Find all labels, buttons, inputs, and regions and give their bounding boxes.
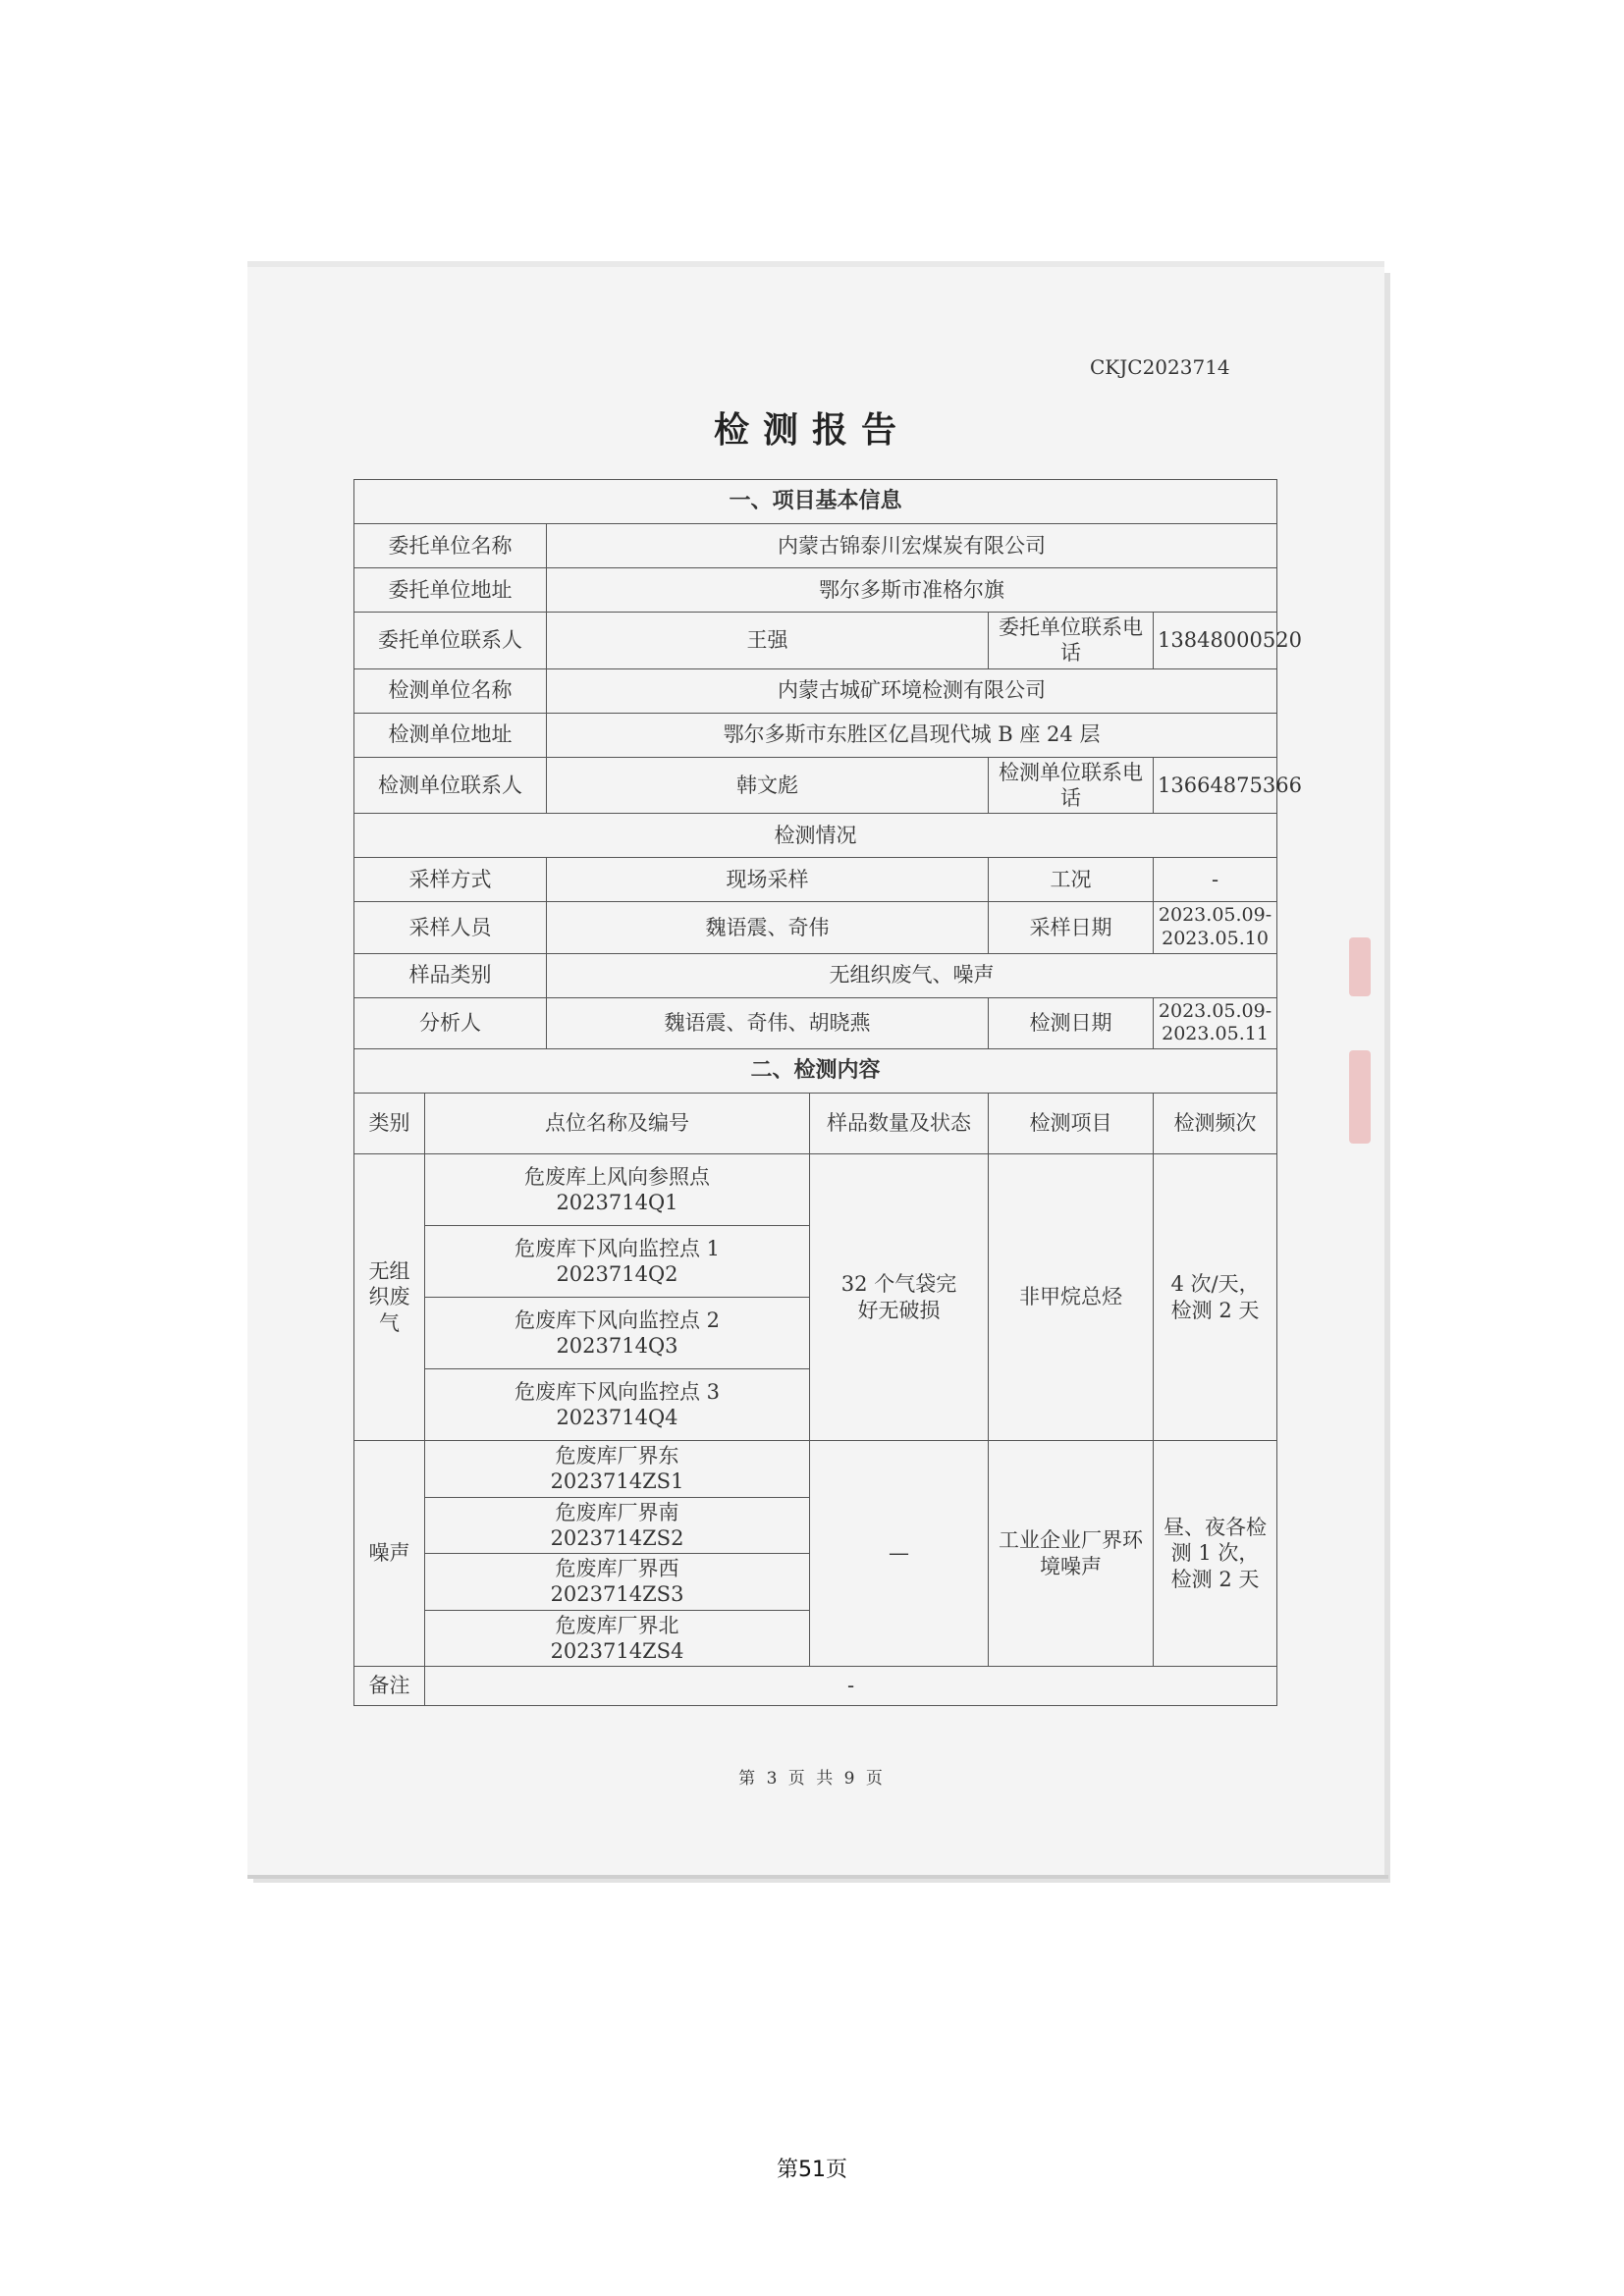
point-name: 危废库下风向监控点 1 xyxy=(514,1236,721,1260)
noise-item: 工业企业厂界环境噪声 xyxy=(989,1441,1154,1667)
condition: - xyxy=(1154,858,1277,902)
sampler: 魏语震、奇伟 xyxy=(547,902,989,954)
gas-type: 无组织废气 xyxy=(354,1154,425,1441)
header-frequency: 检测频次 xyxy=(1154,1094,1277,1154)
header-quantity: 样品数量及状态 xyxy=(810,1094,989,1154)
sample-date-label: 采样日期 xyxy=(989,902,1154,954)
lab-contact-label: 检测单位联系人 xyxy=(354,757,547,814)
lab-address-label: 检测单位地址 xyxy=(354,713,547,757)
gas-point xyxy=(425,1154,810,1226)
noise-quantity: — xyxy=(810,1441,989,1667)
report-code: CKJC2023714 xyxy=(1090,355,1230,379)
point-name: 危废库厂界北 xyxy=(555,1613,679,1637)
analyst-label: 分析人 xyxy=(354,997,547,1049)
client-name: 内蒙古锦泰川宏煤炭有限公司 xyxy=(547,524,1277,568)
point-code: 2023714ZS1 xyxy=(550,1469,684,1494)
situation-title: 检测情况 xyxy=(354,814,1277,858)
noise-point xyxy=(425,1497,810,1554)
test-date-label: 检测日期 xyxy=(989,997,1154,1049)
report-page-number: 第 3 页 共 9 页 xyxy=(738,1769,886,1789)
report-title: 检测报告 xyxy=(713,409,910,451)
point-code: 2023714ZS3 xyxy=(550,1582,684,1607)
client-address: 鄂尔多斯市准格尔旗 xyxy=(547,568,1277,613)
method-label: 采样方式 xyxy=(354,858,547,902)
point-name: 危废库厂界东 xyxy=(555,1444,679,1468)
remark: - xyxy=(425,1667,1277,1706)
condition-label: 工况 xyxy=(989,858,1154,902)
gas-point xyxy=(425,1369,810,1441)
client-contact-label: 委托单位联系人 xyxy=(354,613,547,669)
gas-point xyxy=(425,1226,810,1298)
lab-address: 鄂尔多斯市东胜区亿昌现代城 B 座 24 层 xyxy=(547,713,1277,757)
client-contact: 王强 xyxy=(547,613,989,669)
point-name: 危废库厂界西 xyxy=(555,1557,679,1580)
noise-point xyxy=(425,1441,810,1498)
lab-phone-label: 检测单位联系电话 xyxy=(989,757,1154,814)
header-type: 类别 xyxy=(354,1094,425,1154)
point-code: 2023714Q1 xyxy=(556,1191,678,1214)
gas-frequency: 4 次/天，检测 2 天 xyxy=(1154,1154,1277,1441)
point-code: 2023714ZS4 xyxy=(550,1638,684,1663)
lab-phone: 13664875366 xyxy=(1154,757,1277,814)
point-code: 2023714Q2 xyxy=(556,1262,678,1286)
section-title: 二、检测内容 xyxy=(354,1049,1277,1094)
remark-label: 备注 xyxy=(354,1667,425,1706)
point-name: 危废库下风向监控点 3 xyxy=(514,1379,721,1404)
client-phone-label: 委托单位联系电话 xyxy=(989,613,1154,669)
test-date: 2023.05.09-2023.05.11 xyxy=(1154,997,1277,1049)
stamp-fragment xyxy=(1349,937,1371,996)
client-address-label: 委托单位地址 xyxy=(354,568,547,613)
point-code: 2023714Q4 xyxy=(556,1406,678,1429)
report-table xyxy=(353,479,1302,1706)
noise-frequency: 昼、夜各检测 1 次，检测 2 天 xyxy=(1154,1441,1277,1667)
footer-page-number: 第51页 xyxy=(777,2158,847,2182)
sampler-label: 采样人员 xyxy=(354,902,547,954)
scan-edge xyxy=(247,1875,1388,1879)
sample-date: 2023.05.09-2023.05.10 xyxy=(1154,902,1277,954)
section-title: 一、项目基本信息 xyxy=(354,480,1277,524)
analyst: 魏语震、奇伟、胡晓燕 xyxy=(547,997,989,1049)
lab-name: 内蒙古城矿环境检测有限公司 xyxy=(547,668,1277,713)
header-point: 点位名称及编号 xyxy=(425,1094,810,1154)
noise-type: 噪声 xyxy=(354,1441,425,1667)
category-label: 样品类别 xyxy=(354,953,547,997)
point-name: 危废库上风向参照点 xyxy=(524,1164,710,1189)
gas-item: 非甲烷总烃 xyxy=(989,1154,1154,1441)
method: 现场采样 xyxy=(547,858,989,902)
category: 无组织废气、噪声 xyxy=(547,953,1277,997)
point-code: 2023714Q3 xyxy=(556,1334,678,1358)
lab-contact: 韩文彪 xyxy=(547,757,989,814)
point-name: 危废库厂界南 xyxy=(555,1500,679,1524)
stamp-fragment xyxy=(1349,1050,1371,1144)
noise-point xyxy=(425,1610,810,1667)
header-item: 检测项目 xyxy=(989,1094,1154,1154)
gas-quantity: 32 个气袋完好无破损 xyxy=(810,1154,989,1441)
gas-point xyxy=(425,1298,810,1369)
client-phone: 13848000520 xyxy=(1154,613,1277,669)
noise-point xyxy=(425,1554,810,1611)
lab-name-label: 检测单位名称 xyxy=(354,668,547,713)
point-name: 危废库下风向监控点 2 xyxy=(514,1308,721,1332)
client-name-label: 委托单位名称 xyxy=(354,524,547,568)
point-code: 2023714ZS2 xyxy=(550,1525,684,1550)
